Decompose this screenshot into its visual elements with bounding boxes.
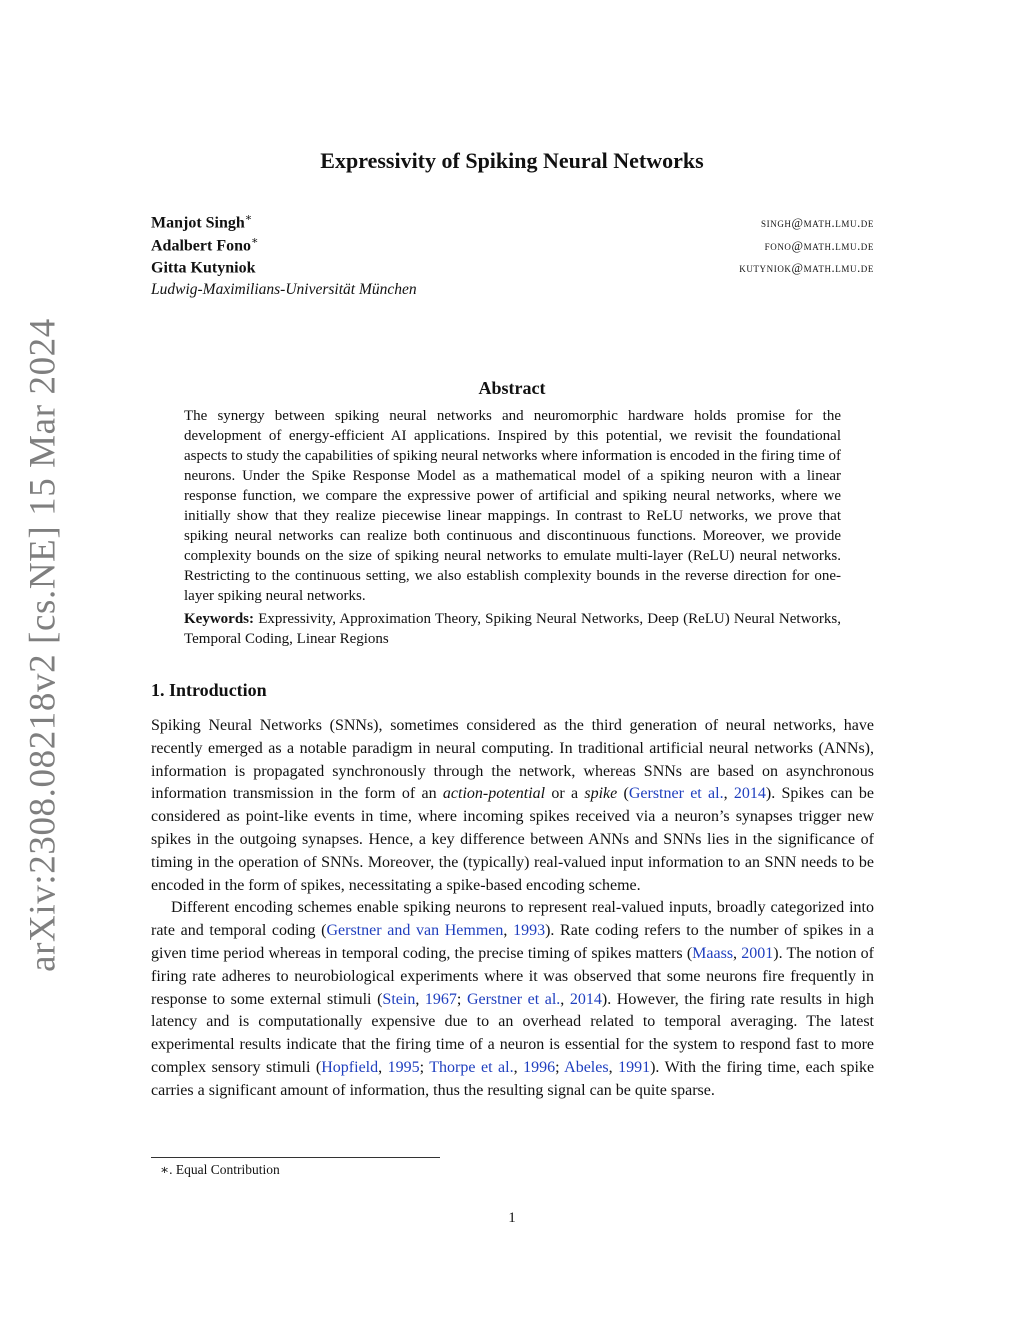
- equal-contribution-mark: ∗: [244, 212, 253, 224]
- text-run: ;: [555, 1058, 565, 1076]
- text-run: ). The notion of firing rate adheres to neurobiological experiments where it was observed that some neurons fire frequently in response to some external stimuli (: [151, 944, 874, 1008]
- abstract-text: The synergy between spiking neural networks and neuromorphic hardware holds promise for the development of energy-efficient AI applications. Inspired by this potential, we revisit the foundational aspects to study the capabilities of spiking neural networks where information is encoded in the firing time of neurons. Under the Spike Response Model as a mathematical model of a spiking neuron with a linear response function, we compare the expressive power of artificial and spiking neural networks, where we initially show that they realize piecewise linear mappings. In contrast to ReLU networks, we prove that spiking neural networks can realize both continuous and discontinuous functions. Moreover, we provide complexity bounds on the size of spiking neural networks to emulate multi-layer (ReLU) neural networks. Restricting to the continuous setting, we also establish complexity bounds in the reverse direction for one-layer spiking neural networks.: [184, 408, 841, 604]
- citation-link[interactable]: Stein: [382, 990, 416, 1008]
- text-run: ,: [723, 785, 734, 803]
- citation-link[interactable]: Gerstner et al.: [628, 785, 724, 803]
- paragraph: [151, 715, 874, 897]
- text-run: ). Rate coding refers to the number of spikes in a given time period whereas in temporal coding, the precise timing of spikes matters (: [151, 922, 875, 962]
- introduction-body: [151, 715, 874, 1103]
- keywords-list: Expressivity, Approximation Theory, Spiking Neural Networks, Deep (ReLU) Neural Networks, Temporal Coding, Linear Regions: [184, 611, 842, 647]
- citation-link[interactable]: Thorpe et al.: [429, 1058, 514, 1076]
- text-run: (: [617, 785, 629, 803]
- author-email[interactable]: kutyniok@math.lmu.de: [739, 261, 874, 276]
- text-run: ). However, the firing rate results in high latency and is computationally expensive due to an overhead related to temporal averaging. The latest experimental results indicate that the firing time of a neuron is essential for the system to respond fast to more complex sensory stimuli (: [151, 990, 875, 1076]
- author-name: Gitta Kutyniok: [151, 259, 256, 277]
- author-row: [151, 257, 874, 280]
- citation-link[interactable]: 1995: [387, 1058, 420, 1076]
- paper-title: Expressivity of Spiking Neural Networks: [320, 148, 704, 173]
- citation-link[interactable]: Hopfield: [321, 1058, 379, 1076]
- text-run: ). Spikes can be considered as point-like events in time, where incoming spikes received via a neuron’s synapses trigger new spikes in the outgoing synapses. Hence, a key difference between ANNs and SNNs lies in the significance of timing in the operation of SNNs. Moreover, the (typically) real-valued input information to an SNN needs to be encoded in the form of spikes, necessitating a spike-based encoding scheme.: [151, 785, 874, 894]
- text-run: Different encoding schemes enable spiking neurons to represent real-valued inputs, broadly categorized into rate and temporal coding (: [151, 899, 874, 940]
- abstract-heading: Abstract: [478, 378, 546, 398]
- text-run: ,: [513, 1058, 524, 1076]
- footnote-divider: [151, 1157, 440, 1158]
- text-run: ;: [419, 1058, 430, 1076]
- section-heading-introduction: 1. Introduction: [151, 680, 267, 700]
- citation-link[interactable]: 2014: [733, 785, 766, 803]
- emphasis: spike: [584, 785, 618, 803]
- equal-contribution-mark: ∗: [251, 235, 259, 247]
- author-email[interactable]: singh@math.lmu.de: [761, 216, 874, 231]
- citation-link[interactable]: Gerstner et al.: [466, 990, 561, 1008]
- footnote: ∗. Equal Contribution: [160, 1162, 280, 1177]
- author-row: [151, 234, 874, 257]
- author-affiliation: Ludwig-Maximilians-Universität München: [151, 281, 417, 298]
- author-row: [151, 211, 874, 234]
- citation-link[interactable]: 1993: [513, 922, 546, 940]
- author-block: [151, 211, 874, 299]
- text-run: ;: [456, 990, 467, 1008]
- keywords: [184, 609, 841, 649]
- text-run: ,: [378, 1058, 388, 1076]
- citation-link[interactable]: 1967: [424, 990, 457, 1008]
- citation-link[interactable]: Maass: [692, 944, 734, 962]
- text-run: ,: [503, 922, 514, 940]
- text-run: Spiking Neural Networks (SNNs), sometimes considered as the third generation of neural networks, have recently emerged as a notable paradigm in neural computing. In traditional artificial neural networks (ANNs), information is propagated synchronously through the network, whereas SNNs are based on asynchronous information transmission in the form of an: [151, 717, 874, 803]
- text-run: ,: [560, 990, 570, 1008]
- emphasis: action-potential: [442, 785, 546, 803]
- text-run: ,: [608, 1058, 619, 1076]
- author-email[interactable]: fono@math.lmu.de: [764, 239, 874, 254]
- citation-link[interactable]: Gerstner and van Hemmen: [326, 922, 504, 940]
- keywords-label: Keywords:: [184, 611, 254, 627]
- citation-link[interactable]: 2014: [569, 990, 602, 1008]
- citation-link[interactable]: 1996: [523, 1058, 556, 1076]
- author-name: Manjot Singh∗: [151, 212, 253, 232]
- arxiv-identifier-stamp: arXiv:2308.08218v2 [cs.NE] 15 Mar 2024: [22, 318, 64, 972]
- text-run: or a: [545, 785, 585, 803]
- citation-link[interactable]: Abeles: [564, 1058, 609, 1076]
- citation-link[interactable]: 1991: [618, 1058, 651, 1076]
- text-run: ,: [733, 944, 742, 962]
- paragraph: [151, 897, 874, 1102]
- citation-link[interactable]: 2001: [741, 944, 774, 962]
- text-run: ). With the firing time, each spike carries a significant amount of information, thus the resulting signal can be quite sparse.: [151, 1058, 875, 1099]
- author-name: Adalbert Fono∗: [151, 235, 259, 255]
- text-run: ,: [415, 990, 425, 1008]
- page-number: 1: [508, 1210, 516, 1226]
